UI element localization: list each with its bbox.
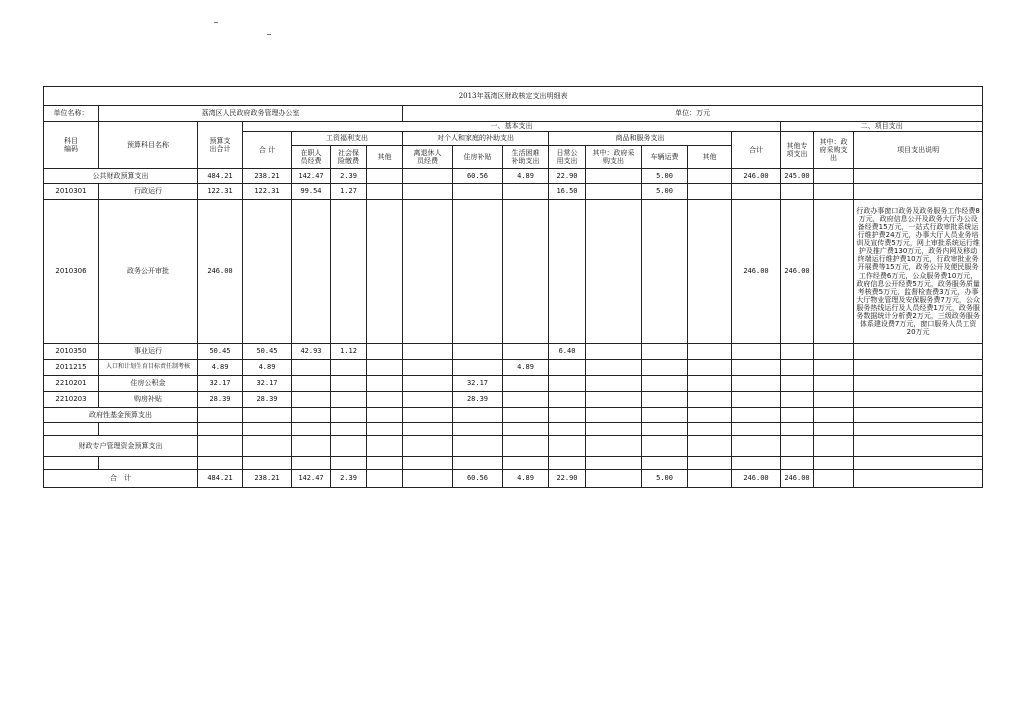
header-salary-staff: 在职人 员经费 — [292, 146, 331, 169]
header-housing: 住房补贴 — [453, 146, 503, 169]
cell-daily — [549, 360, 586, 376]
budget-table — [43, 86, 983, 488]
cell-ins — [331, 200, 367, 344]
cell-special: 246.00 — [781, 200, 814, 344]
cell-living — [503, 184, 549, 200]
cell-goods-other — [688, 184, 732, 200]
cell-proj-proc — [814, 360, 854, 376]
cell-retired — [403, 344, 453, 360]
cell-desc — [854, 376, 983, 392]
cell-daily — [549, 392, 586, 408]
special-section-label: 财政专户管理资金预算支出 — [44, 436, 198, 457]
cell-ins — [331, 360, 367, 376]
cell-living — [503, 376, 549, 392]
header-salary-ins: 社会保 险缴费 — [331, 146, 367, 169]
cell-salary-other — [367, 360, 403, 376]
cell-special — [781, 376, 814, 392]
header-special: 其他专 项支出 — [781, 132, 814, 169]
cell-special — [781, 344, 814, 360]
cell-goods-other — [688, 392, 732, 408]
cell-budget: 50.45 — [198, 344, 243, 360]
cell-daily — [549, 376, 586, 392]
totals-ins: 2.39 — [331, 470, 367, 488]
totals-special: 246.00 — [781, 470, 814, 488]
cell-living — [503, 392, 549, 408]
header-gov-proc: 其中：政府采 购支出 — [586, 146, 642, 169]
cell-special — [781, 360, 814, 376]
row-code: 2010301 — [44, 184, 99, 200]
cell-retired — [403, 184, 453, 200]
cell-housing: 32.17 — [453, 376, 503, 392]
page-title: 2013年荔湾区财政核定支出明细表 — [44, 87, 983, 106]
cell-proj-total — [732, 344, 781, 360]
header-budget-total: 预算支 出合计 — [198, 122, 243, 169]
cell-housing — [453, 360, 503, 376]
header-retired: 离退休人 员经费 — [403, 146, 453, 169]
cell-salary-other — [367, 392, 403, 408]
cell-special — [781, 392, 814, 408]
cell-staff: 99.54 — [292, 184, 331, 200]
currency-unit: 单位：万元 — [403, 106, 983, 122]
cell-special: 245.00 — [781, 169, 814, 184]
cell-proc — [586, 169, 642, 184]
cell-proj-proc — [814, 376, 854, 392]
header-proj-total: 合计 — [732, 132, 781, 169]
totals-row — [44, 470, 983, 488]
cell-total: 122.31 — [243, 184, 292, 200]
cell-proj-proc — [814, 169, 854, 184]
row-code: 2210203 — [44, 392, 99, 408]
cell-total: 50.45 — [243, 344, 292, 360]
cell-budget: 484.21 — [198, 169, 243, 184]
cell-proj-proc — [814, 392, 854, 408]
cell-housing: 60.56 — [453, 169, 503, 184]
cell-housing — [453, 344, 503, 360]
cell-retired — [403, 360, 453, 376]
header-living: 生活困难 补助支出 — [503, 146, 549, 169]
section-row — [44, 436, 983, 457]
totals-label: 合 计 — [44, 470, 198, 488]
cell-vehicle — [642, 200, 688, 344]
cell-proj-total — [732, 360, 781, 376]
totals-proj-total: 246.00 — [732, 470, 781, 488]
cell-goods-other — [688, 376, 732, 392]
header-salary-other: 其他 — [367, 146, 403, 169]
cell-staff — [292, 376, 331, 392]
cell-proj-proc — [814, 344, 854, 360]
cell-proc — [586, 376, 642, 392]
row-code: 2011215 — [44, 360, 99, 376]
fund-section-label: 政府性基金预算支出 — [44, 408, 198, 423]
cell-daily: 22.90 — [549, 169, 586, 184]
row-name: 住房公积金 — [99, 376, 198, 392]
cell-budget: 122.31 — [198, 184, 243, 200]
totals-budget: 484.21 — [198, 470, 243, 488]
cell-proc — [586, 200, 642, 344]
row-code: 2010350 — [44, 344, 99, 360]
cell-proj-total: 246.00 — [732, 200, 781, 344]
budget-sheet — [43, 86, 982, 488]
header-vehicle: 车辆运费 — [642, 146, 688, 169]
cell-special — [781, 184, 814, 200]
cell-desc — [854, 184, 983, 200]
cell-proc — [586, 344, 642, 360]
cell-vehicle: 5.00 — [642, 184, 688, 200]
cell-retired — [403, 169, 453, 184]
cell-ins — [331, 392, 367, 408]
cell-salary-other — [367, 184, 403, 200]
empty-row — [44, 423, 983, 436]
cell-proj-total — [732, 376, 781, 392]
header-project: 二、项目支出 — [781, 122, 983, 132]
header-total: 合 计 — [243, 132, 292, 169]
cell-proc — [586, 360, 642, 376]
header-basic: 一、基本支出 — [243, 122, 781, 132]
totals-vehicle: 5.00 — [642, 470, 688, 488]
cell-retired — [403, 392, 453, 408]
cell-salary-other — [367, 376, 403, 392]
table-row — [44, 169, 983, 184]
cell-proc — [586, 392, 642, 408]
cell-proj-proc — [814, 184, 854, 200]
empty-row — [44, 457, 983, 470]
cell-desc — [854, 344, 983, 360]
cell-proj-total — [732, 184, 781, 200]
cell-living: 4.89 — [503, 360, 549, 376]
cell-goods-other — [688, 169, 732, 184]
cell-salary-other — [367, 344, 403, 360]
cell-living — [503, 200, 549, 344]
header-salary: 工资福利支出 — [292, 132, 403, 146]
header-daily: 日常公 用支出 — [549, 146, 586, 169]
cell-housing — [453, 184, 503, 200]
cell-desc — [854, 169, 983, 184]
header-proj-proc: 其中：政 府采购支 出 — [814, 132, 854, 169]
cell-goods-other — [688, 200, 732, 344]
cell-goods-other — [688, 360, 732, 376]
cell-goods-other — [688, 344, 732, 360]
cell-living: 4.89 — [503, 169, 549, 184]
table-row — [44, 360, 983, 376]
totals-living: 4.89 — [503, 470, 549, 488]
totals-housing: 60.56 — [453, 470, 503, 488]
cell-vehicle — [642, 376, 688, 392]
cell-ins: 1.27 — [331, 184, 367, 200]
cell-housing: 28.39 — [453, 392, 503, 408]
cell-daily: 6.40 — [549, 344, 586, 360]
row-name: 事业运行 — [99, 344, 198, 360]
cell-budget: 246.00 — [198, 200, 243, 344]
cell-salary-other — [367, 200, 403, 344]
cell-desc — [854, 360, 983, 376]
totals-total: 238.21 — [243, 470, 292, 488]
table-row — [44, 376, 983, 392]
totals-daily: 22.90 — [549, 470, 586, 488]
cell-budget: 32.17 — [198, 376, 243, 392]
totals-staff: 142.47 — [292, 470, 331, 488]
cell-budget: 28.39 — [198, 392, 243, 408]
cell-staff — [292, 392, 331, 408]
row-name: 政务公开审批 — [99, 200, 198, 344]
header-goods: 商品和服务支出 — [549, 132, 732, 146]
cell-vehicle — [642, 392, 688, 408]
cell-vehicle — [642, 344, 688, 360]
cell-retired — [403, 200, 453, 344]
table-row — [44, 200, 983, 344]
cell-staff: 142.47 — [292, 169, 331, 184]
cell-retired — [403, 376, 453, 392]
cell-living — [503, 344, 549, 360]
cell-total: 28.39 — [243, 392, 292, 408]
table-row — [44, 392, 983, 408]
row-name: 行政运行 — [99, 184, 198, 200]
cell-staff: 42.93 — [292, 344, 331, 360]
cell-staff — [292, 360, 331, 376]
cell-total — [243, 200, 292, 344]
row-code: 2210201 — [44, 376, 99, 392]
header-personal: 对个人和家庭的补助支出 — [403, 132, 549, 146]
unit-label: 单位名称： — [44, 106, 99, 122]
cell-daily: 16.50 — [549, 184, 586, 200]
table-row — [44, 344, 983, 360]
unit-name: 荔湾区人民政府政务管理办公室 — [99, 106, 403, 122]
row-name: 公共财政预算支出 — [44, 169, 198, 184]
cell-proc — [586, 184, 642, 200]
cell-ins: 2.39 — [331, 169, 367, 184]
cell-total: 32.17 — [243, 376, 292, 392]
section-row — [44, 408, 983, 423]
cell-salary-other — [367, 169, 403, 184]
cell-total: 4.89 — [243, 360, 292, 376]
header-goods-other: 其他 — [688, 146, 732, 169]
cell-desc: 行政办事窗口政务及政务服务工作经费8万元，政府信息公开及政务大厅办公设备经费15万元，一站式行政审批系统运行维护费24万元，办事大厅人员业务培训及宣传费5万元，网上审批系统运行维护及推广费130万元，政务内网及移动终端运行维护费10万元，行政审批业务开展费等15万元，政务公开及便民服务工作经费6万元，公众服务费10万元，政府信息公开经费5万元，政务服务质量考核费5万元，监督检查费3万元，办事大厅物业管理及安保服务费7万元，公众服务热线运行及人员经费1万元，政务服务数据统计分析费2万元，三级政务服务体系建设费7万元，窗口服务人员工资20万元 — [854, 200, 983, 344]
cell-budget: 4.89 — [198, 360, 243, 376]
cell-proj-total: 246.00 — [732, 169, 781, 184]
cell-desc — [854, 392, 983, 408]
row-name: 购房补贴 — [99, 392, 198, 408]
cell-vehicle — [642, 360, 688, 376]
header-code: 科目 编码 — [44, 122, 99, 169]
cell-ins — [331, 376, 367, 392]
table-row — [44, 184, 983, 200]
cell-proj-proc — [814, 200, 854, 344]
cell-staff — [292, 200, 331, 344]
header-proj-desc: 项目支出说明 — [854, 132, 983, 169]
cell-daily — [549, 200, 586, 344]
cell-proj-total — [732, 392, 781, 408]
row-name: 人口和计划生育目标责任制考核 — [99, 360, 198, 376]
cell-housing — [453, 200, 503, 344]
cell-vehicle: 5.00 — [642, 169, 688, 184]
header-name: 预算科目名称 — [99, 122, 198, 169]
cell-ins: 1.12 — [331, 344, 367, 360]
cell-total: 238.21 — [243, 169, 292, 184]
row-code: 2010306 — [44, 200, 99, 344]
